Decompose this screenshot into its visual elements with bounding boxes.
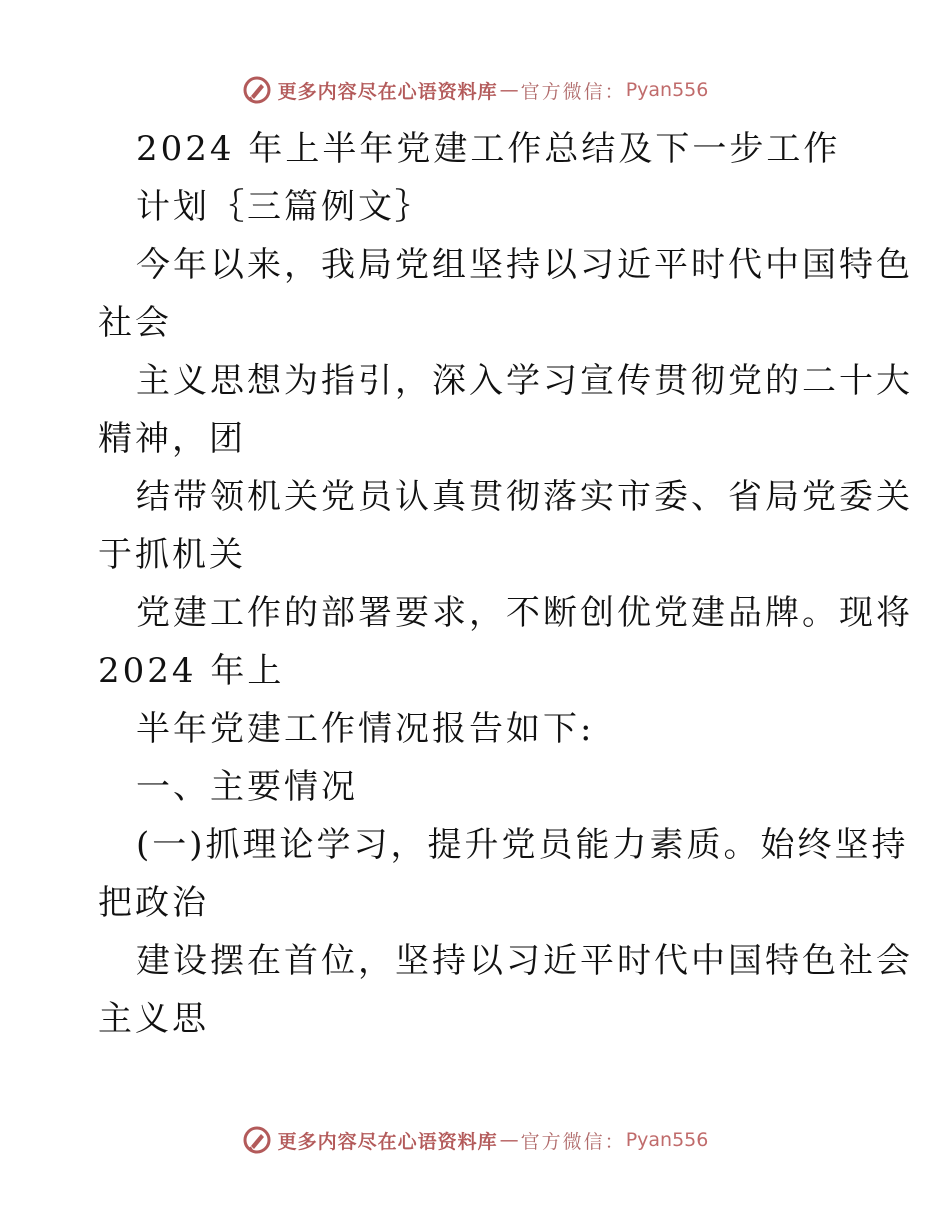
watermark-prefix: 更多内容尽在心语资料库 xyxy=(277,1130,498,1153)
doc-line: 于抓机关 xyxy=(98,535,246,575)
doc-line: (一)抓理论学习，提升党员能力素质。始终坚持 xyxy=(136,825,909,865)
doc-line: 主义思 xyxy=(98,999,209,1039)
document-body xyxy=(98,120,913,1048)
doc-line: 结带领机关党员认真贯彻落实市委、省局党委关 xyxy=(136,477,913,517)
doc-line: 建设摆在首位，坚持以习近平时代中国特色社会 xyxy=(136,941,913,981)
doc-line: 2024 年上半年党建工作总结及下一步工作 xyxy=(136,129,841,169)
doc-line: 一、主要情况 xyxy=(136,767,358,807)
doc-line: 主义思想为指引，深入学习宣传贯彻党的二十大 xyxy=(136,361,913,401)
doc-line: 今年以来，我局党组坚持以习近平时代中国特色 xyxy=(136,245,913,285)
doc-line: 精神，团 xyxy=(98,419,246,459)
watermark-dash: — xyxy=(499,79,519,101)
watermark-suffix: 官方微信： xyxy=(520,1130,626,1153)
doc-line: 半年党建工作情况报告如下: xyxy=(136,709,595,749)
header-watermark xyxy=(0,70,950,110)
watermark-prefix: 更多内容尽在心语资料库 xyxy=(277,80,498,103)
watermark-wechat-id: Pyan556 xyxy=(625,1129,709,1151)
doc-line: 社会 xyxy=(98,303,172,343)
doc-line: 2024 年上 xyxy=(98,651,285,691)
pen-logo-icon xyxy=(242,1125,272,1155)
watermark-suffix: 官方微信： xyxy=(520,80,626,103)
watermark-dash: — xyxy=(499,1129,519,1151)
doc-line: 计划｛三篇例文｝ xyxy=(136,187,432,227)
pen-logo-icon xyxy=(242,75,272,105)
footer-watermark xyxy=(0,1120,950,1160)
watermark-wechat-id: Pyan556 xyxy=(625,79,709,101)
doc-line: 把政治 xyxy=(98,883,209,923)
doc-line: 党建工作的部署要求，不断创优党建品牌。现将 xyxy=(136,593,913,633)
